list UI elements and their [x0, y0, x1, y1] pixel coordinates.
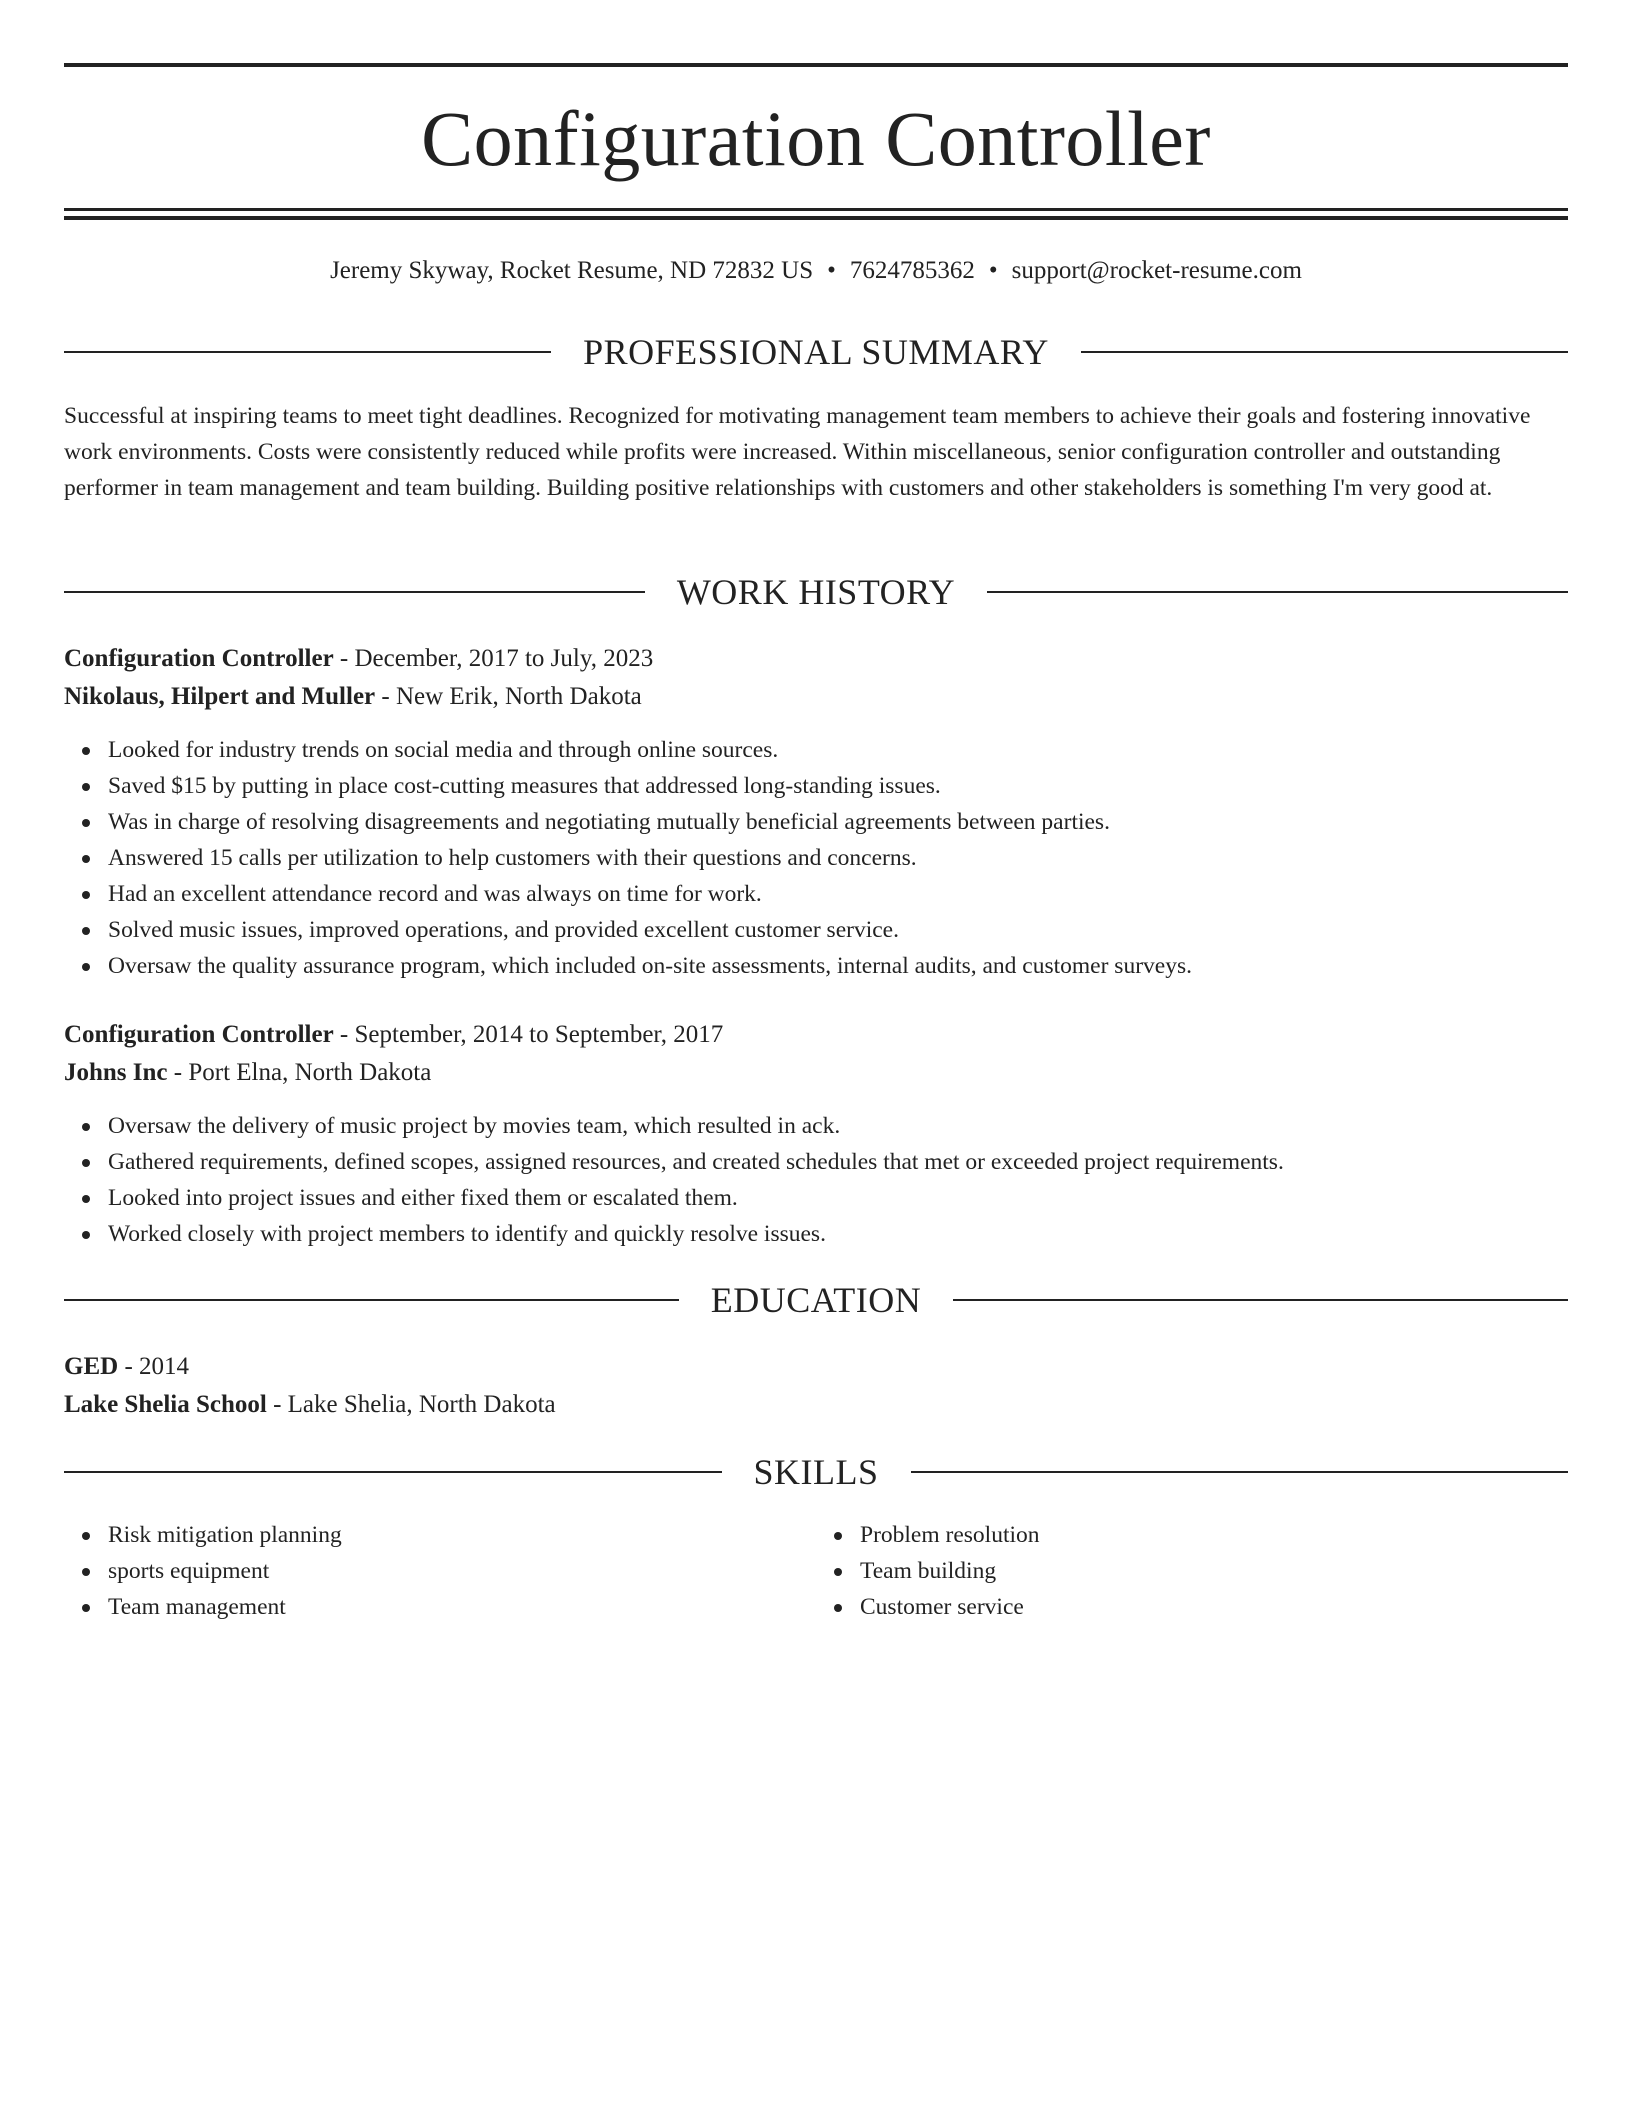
heading-rule	[953, 1299, 1568, 1301]
list-item: Answered 15 calls per utilization to help customers with their questions and concerns.	[64, 840, 1568, 876]
job-company-line	[64, 678, 1568, 716]
heading-rule	[64, 351, 551, 353]
list-item: Oversaw the quality assurance program, which included on-site assessments, internal audits, and customer surveys.	[64, 948, 1568, 984]
contact-phone: 7624785362	[849, 257, 975, 284]
job-location: - Port Elna, North Dakota	[167, 1059, 432, 1086]
resume-title: Configuration Controller	[421, 95, 1211, 182]
job-dates: - December, 2017 to July, 2023	[333, 645, 654, 672]
education-degree-line	[64, 1348, 1568, 1386]
job-entry	[64, 640, 1568, 716]
list-item: Looked into project issues and either fixed them or escalated them.	[64, 1180, 1568, 1216]
job-company-line	[64, 1054, 1568, 1092]
job-location: - New Erik, North Dakota	[375, 683, 642, 710]
skills-heading	[64, 1450, 1568, 1494]
education-school: Lake Shelia School	[64, 1391, 267, 1418]
job-company: Nikolaus, Hilpert and Muller	[64, 683, 376, 710]
job-bullets	[64, 1108, 1568, 1252]
contact-separator: •	[827, 257, 836, 284]
skill-item: Team building	[816, 1553, 1568, 1589]
job-title-line	[64, 640, 1568, 678]
job-title-line	[64, 1016, 1568, 1054]
job-title: Configuration Controller	[64, 1021, 334, 1048]
skill-item: Team management	[64, 1589, 816, 1625]
heading-rule	[64, 591, 645, 593]
contact-line	[64, 254, 1568, 288]
heading-rule	[911, 1471, 1569, 1473]
skills-right-column	[816, 1517, 1568, 1625]
list-item: Was in charge of resolving disagreements and negotiating mutually beneficial agreements between parties.	[64, 804, 1568, 840]
work-history-heading	[64, 570, 1568, 614]
education-year: - 2014	[118, 1353, 190, 1380]
skills-heading-label: SKILLS	[753, 1452, 879, 1492]
education-heading-label: EDUCATION	[710, 1280, 922, 1320]
education-entry	[64, 1348, 1568, 1424]
contact-address: Jeremy Skyway, Rocket Resume, ND 72832 US	[330, 257, 814, 284]
skill-item: Risk mitigation planning	[64, 1517, 816, 1553]
list-item: Looked for industry trends on social media and through online sources.	[64, 732, 1568, 768]
education-school-line	[64, 1386, 1568, 1424]
skills-left-column	[64, 1517, 816, 1625]
education-location: - Lake Shelia, North Dakota	[266, 1391, 556, 1418]
heading-rule	[64, 1299, 679, 1301]
job-dates: - September, 2014 to September, 2017	[333, 1021, 724, 1048]
list-item: Oversaw the delivery of music project by movies team, which resulted in ack.	[64, 1108, 1568, 1144]
contact-email: support@rocket-resume.com	[1011, 257, 1302, 284]
education-heading	[64, 1278, 1568, 1322]
job-entry	[64, 1016, 1568, 1092]
skill-item: sports equipment	[64, 1553, 816, 1589]
list-item: Had an excellent attendance record and was always on time for work.	[64, 876, 1568, 912]
summary-text: Successful at inspiring teams to meet tight deadlines. Recognized for motivating management team members to achieve their goals and fostering innovative work environments. Costs were consistently reduced while profits were increased. Within miscellaneous, senior configuration controller and outstanding performer in team management and team building. Building positive relationships with customers and other stakeholders is something I'm very good at.	[64, 403, 1531, 501]
work-history-heading-label: WORK HISTORY	[676, 572, 956, 612]
job-company: Johns Inc	[64, 1059, 168, 1086]
list-item: Saved $15 by putting in place cost-cutting measures that addressed long-standing issues.	[64, 768, 1568, 804]
job-title: Configuration Controller	[64, 645, 334, 672]
contact-separator: •	[988, 257, 998, 284]
skill-item: Customer service	[816, 1589, 1568, 1625]
heading-rule	[64, 1471, 722, 1473]
skill-item: Problem resolution	[816, 1517, 1568, 1553]
heading-rule	[987, 591, 1568, 593]
summary-heading	[64, 330, 1568, 374]
title-double-rule	[64, 208, 1568, 220]
list-item: Gathered requirements, defined scopes, assigned resources, and created schedules that met or exceeded project requirements.	[64, 1144, 1568, 1180]
top-rule	[64, 63, 1568, 67]
list-item: Solved music issues, improved operations, and provided excellent customer service.	[64, 912, 1568, 948]
education-degree: GED	[64, 1353, 119, 1380]
list-item: Worked closely with project members to identify and quickly resolve issues.	[64, 1216, 1568, 1252]
heading-rule	[1081, 351, 1568, 353]
summary-heading-label: PROFESSIONAL SUMMARY	[583, 332, 1049, 372]
skills-columns	[64, 1517, 1568, 1625]
job-bullets	[64, 732, 1568, 984]
